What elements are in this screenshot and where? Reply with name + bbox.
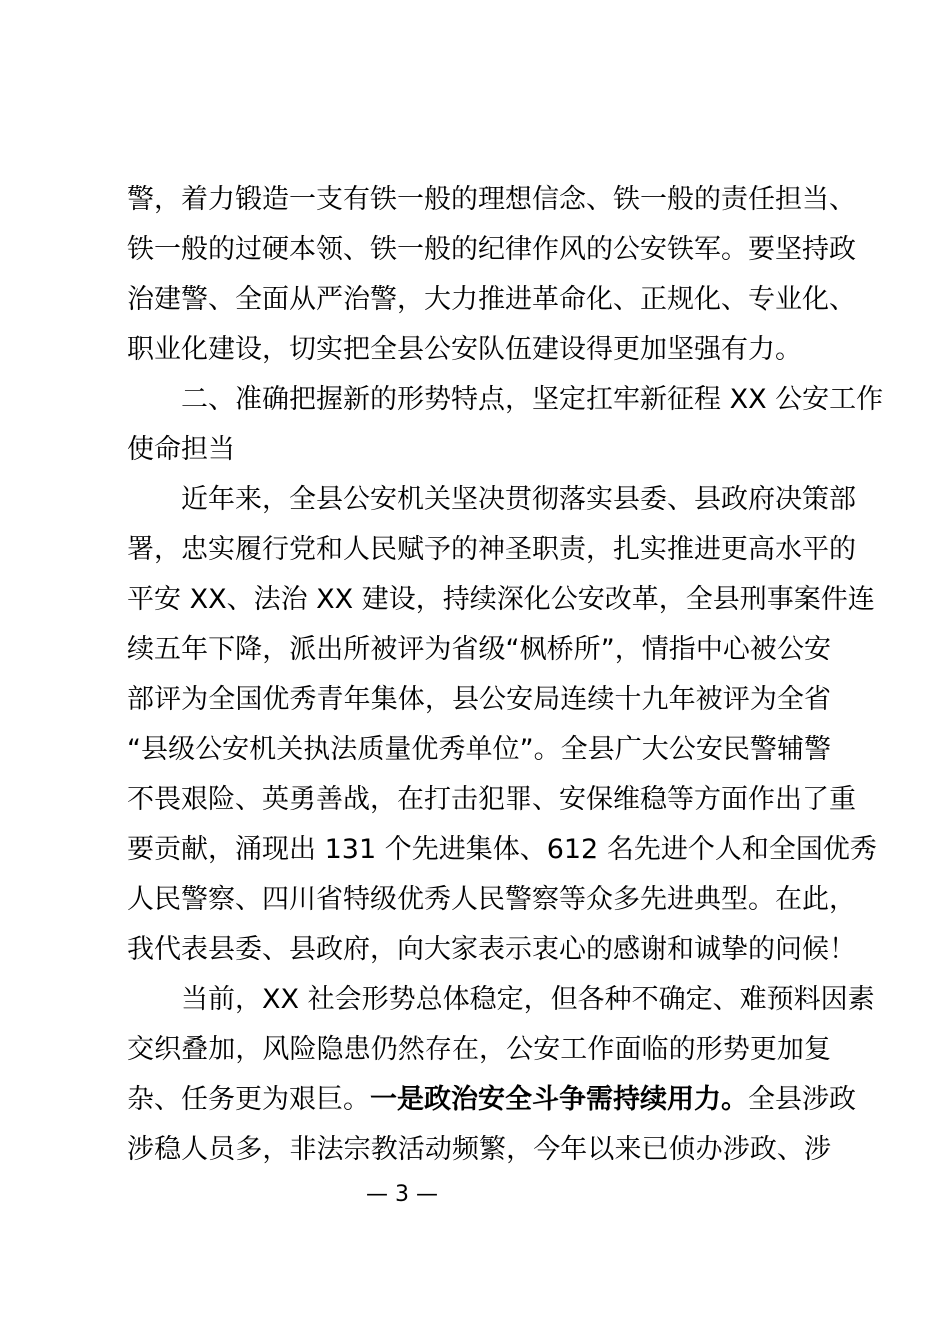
- text-segment: 全县涉政: [748, 1084, 856, 1115]
- text-line: 要贡献，涌现出 131 个先进集体、612 名先进个人和全国优秀: [127, 834, 877, 865]
- text-line: 交织叠加，风险隐患仍然存在，公安工作面临的形势更加复: [127, 1034, 831, 1065]
- text-line: 职业化建设，切实把全县公安队伍建设得更加坚强有力。: [127, 334, 802, 365]
- text-line: 部评为全国优秀青年集体，县公安局连续十九年被评为全省: [127, 684, 831, 715]
- document-body: [127, 175, 884, 1175]
- text-line: 署，忠实履行党和人民赋予的神圣职责，扎实推进更高水平的: [127, 534, 856, 565]
- text-line: 治建警、全面从严治警，大力推进革命化、正规化、专业化、: [127, 284, 856, 315]
- text-line: 我代表县委、县政府，向大家表示衷心的感谢和诚挚的问候！: [127, 934, 856, 965]
- text-line: 近年来，全县公安机关坚决贯彻落实县委、县政府决策部: [181, 484, 856, 515]
- text-line: 人民警察、四川省特级优秀人民警察等众多先进典型。在此，: [127, 884, 856, 915]
- section-heading: 二、准确把握新的形势特点，坚定扛牢新征程 XX 公安工作: [181, 384, 884, 415]
- section-heading-continued: 使命担当: [127, 434, 235, 465]
- text-line: 警，着力锻造一支有铁一般的理想信念、铁一般的责任担当、: [127, 184, 856, 215]
- text-line: 续五年下降，派出所被评为省级“枫桥所”，情指中心被公安: [127, 634, 831, 665]
- text-line: “县级公安机关执法质量优秀单位”。全县广大公安民警辅警: [127, 734, 831, 765]
- bold-emphasis: 一是政治安全斗争需持续用力。: [370, 1084, 748, 1115]
- text-line: 铁一般的过硬本领、铁一般的纪律作风的公安铁军。要坚持政: [127, 234, 856, 265]
- text-line: 涉稳人员多，非法宗教活动频繁，今年以来已侦办涉政、涉: [127, 1134, 831, 1165]
- text-line: 不畏艰险、英勇善战，在打击犯罪、安保维稳等方面作出了重: [127, 784, 856, 815]
- text-line: 当前，XX 社会形势总体稳定，但各种不确定、难预料因素: [181, 984, 875, 1015]
- text-segment: 杂、任务更为艰巨。: [127, 1084, 370, 1115]
- text-line-with-emphasis: [127, 1075, 856, 1125]
- page-number: — 3 —: [366, 1182, 438, 1207]
- text-line: 平安 XX、法治 XX 建设，持续深化公安改革，全县刑事案件连: [127, 584, 875, 615]
